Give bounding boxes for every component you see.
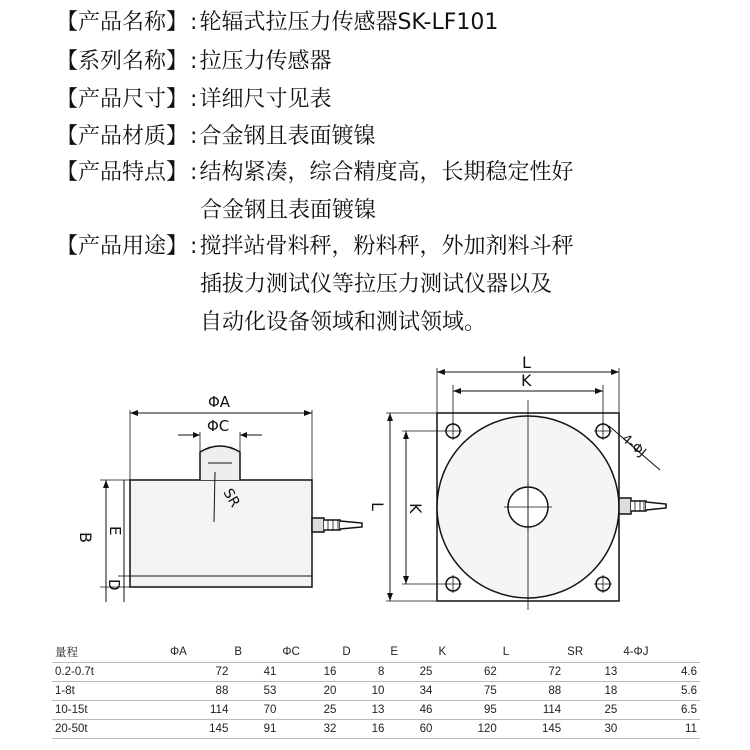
table-row: [52, 663, 700, 682]
spec-value: 合金钢且表面镀镍: [199, 124, 376, 149]
table-cell: 10-15t: [52, 701, 167, 720]
spec-continuation: 插拔力测试仪等拉压力测试仪器以及: [200, 272, 553, 297]
spec-continuation: 合金钢且表面镀镍: [200, 198, 377, 223]
table-cell: 0.2-0.7t: [52, 663, 167, 682]
table-cell: 25: [564, 701, 620, 720]
table-cell: 10: [339, 682, 387, 701]
spec-label: 【系列名称】: [56, 49, 189, 74]
table-cell: 60: [387, 720, 435, 739]
spec-separator: :: [190, 49, 198, 74]
table-cell: 20-50t: [52, 720, 167, 739]
table-cell: 114: [167, 701, 231, 720]
spec-line-applications: [56, 236, 573, 258]
spec-value: 结构紧凑，综合精度高，长期稳定性好: [199, 160, 574, 185]
header-j: 4-ΦJ: [620, 642, 700, 663]
table-cell: 95: [435, 701, 499, 720]
header-c: ΦC: [279, 642, 339, 663]
top-view: [386, 368, 666, 610]
header-a: ΦA: [167, 642, 231, 663]
table-cell: 4.6: [620, 663, 700, 682]
table-cell: 13: [339, 701, 387, 720]
dim-label-sr: SR: [219, 486, 243, 511]
spec-label: 【产品尺寸】: [56, 87, 189, 112]
dim-label-d: D: [105, 579, 123, 591]
spec-line-series-name: [56, 51, 331, 73]
header-e: E: [387, 642, 435, 663]
table-cell: 114: [500, 701, 564, 720]
table-cell: 8: [339, 663, 387, 682]
table-cell: 145: [167, 720, 231, 739]
table-cell: 72: [500, 663, 564, 682]
table-cell: 120: [435, 720, 499, 739]
dim-label-k-side: K: [406, 503, 425, 514]
dim-label-a: ΦA: [208, 393, 231, 411]
dim-label-holes: 4-ΦJ: [618, 431, 649, 461]
table-cell: 25: [279, 701, 339, 720]
table-cell: 5.6: [620, 682, 700, 701]
table-row: [52, 701, 700, 720]
table-header-row: [52, 642, 700, 663]
spec-value: 详细尺寸见表: [199, 87, 332, 112]
spec-label: 【产品用途】: [56, 234, 189, 259]
table-cell: 75: [435, 682, 499, 701]
spec-label: 【产品特点】: [56, 160, 189, 185]
dim-label-c: ΦC: [207, 417, 230, 435]
dim-label-e: E: [106, 526, 124, 536]
spec-separator: :: [190, 10, 198, 35]
dim-label-l-top: L: [522, 353, 531, 372]
table-cell: 91: [231, 720, 279, 739]
spec-line-product-name: [56, 12, 498, 34]
spec-value: 搅拌站骨料秤，粉料秤，外加剂料斗秤: [199, 234, 574, 259]
dim-label-b: B: [76, 532, 95, 543]
table-cell: 145: [500, 720, 564, 739]
spec-separator: :: [190, 87, 198, 112]
spec-separator: :: [190, 234, 198, 259]
dimensions-table: [52, 642, 700, 739]
header-sr: SR: [564, 642, 620, 663]
table-cell: 18: [564, 682, 620, 701]
table-cell: 13: [564, 663, 620, 682]
table-cell: 25: [387, 663, 435, 682]
spec-label: 【产品材质】: [56, 124, 189, 149]
spec-label: 【产品名称】: [56, 10, 189, 35]
header-b: B: [231, 642, 279, 663]
spec-value: 轮辐式拉压力传感器SK-LF101: [199, 10, 499, 35]
table-cell: 30: [564, 720, 620, 739]
spec-separator: :: [190, 160, 198, 185]
table-row: [52, 682, 700, 701]
table-cell: 72: [167, 663, 231, 682]
table-cell: 88: [500, 682, 564, 701]
header-d: D: [339, 642, 387, 663]
spec-value: 拉压力传感器: [199, 49, 332, 74]
table-cell: 6.5: [620, 701, 700, 720]
spec-line-product-size: [56, 89, 331, 111]
table-cell: 41: [231, 663, 279, 682]
table-cell: 32: [279, 720, 339, 739]
table-cell: 16: [279, 663, 339, 682]
dim-label-l-side: L: [368, 502, 387, 511]
table-cell: 70: [231, 701, 279, 720]
cable-connector: [619, 498, 631, 514]
table-cell: 46: [387, 701, 435, 720]
spec-continuation: 自动化设备领域和测试领域。: [200, 310, 487, 335]
table-cell: 34: [387, 682, 435, 701]
spec-line-features: [56, 162, 573, 184]
table-cell: 88: [167, 682, 231, 701]
table-cell: 53: [231, 682, 279, 701]
table-cell: 62: [435, 663, 499, 682]
cable-connector: [312, 518, 324, 532]
table-cell: 1-8t: [52, 682, 167, 701]
dimension-drawing: [0, 340, 750, 640]
spec-line-material: [56, 126, 375, 148]
header-k: K: [435, 642, 499, 663]
table-cell: 11: [620, 720, 700, 739]
header-range: 量程: [52, 642, 167, 663]
dim-label-k-top: K: [521, 371, 532, 390]
table-cell: 16: [339, 720, 387, 739]
header-l: L: [500, 642, 564, 663]
table-cell: 20: [279, 682, 339, 701]
spec-separator: :: [190, 124, 198, 149]
table-row: [52, 720, 700, 739]
